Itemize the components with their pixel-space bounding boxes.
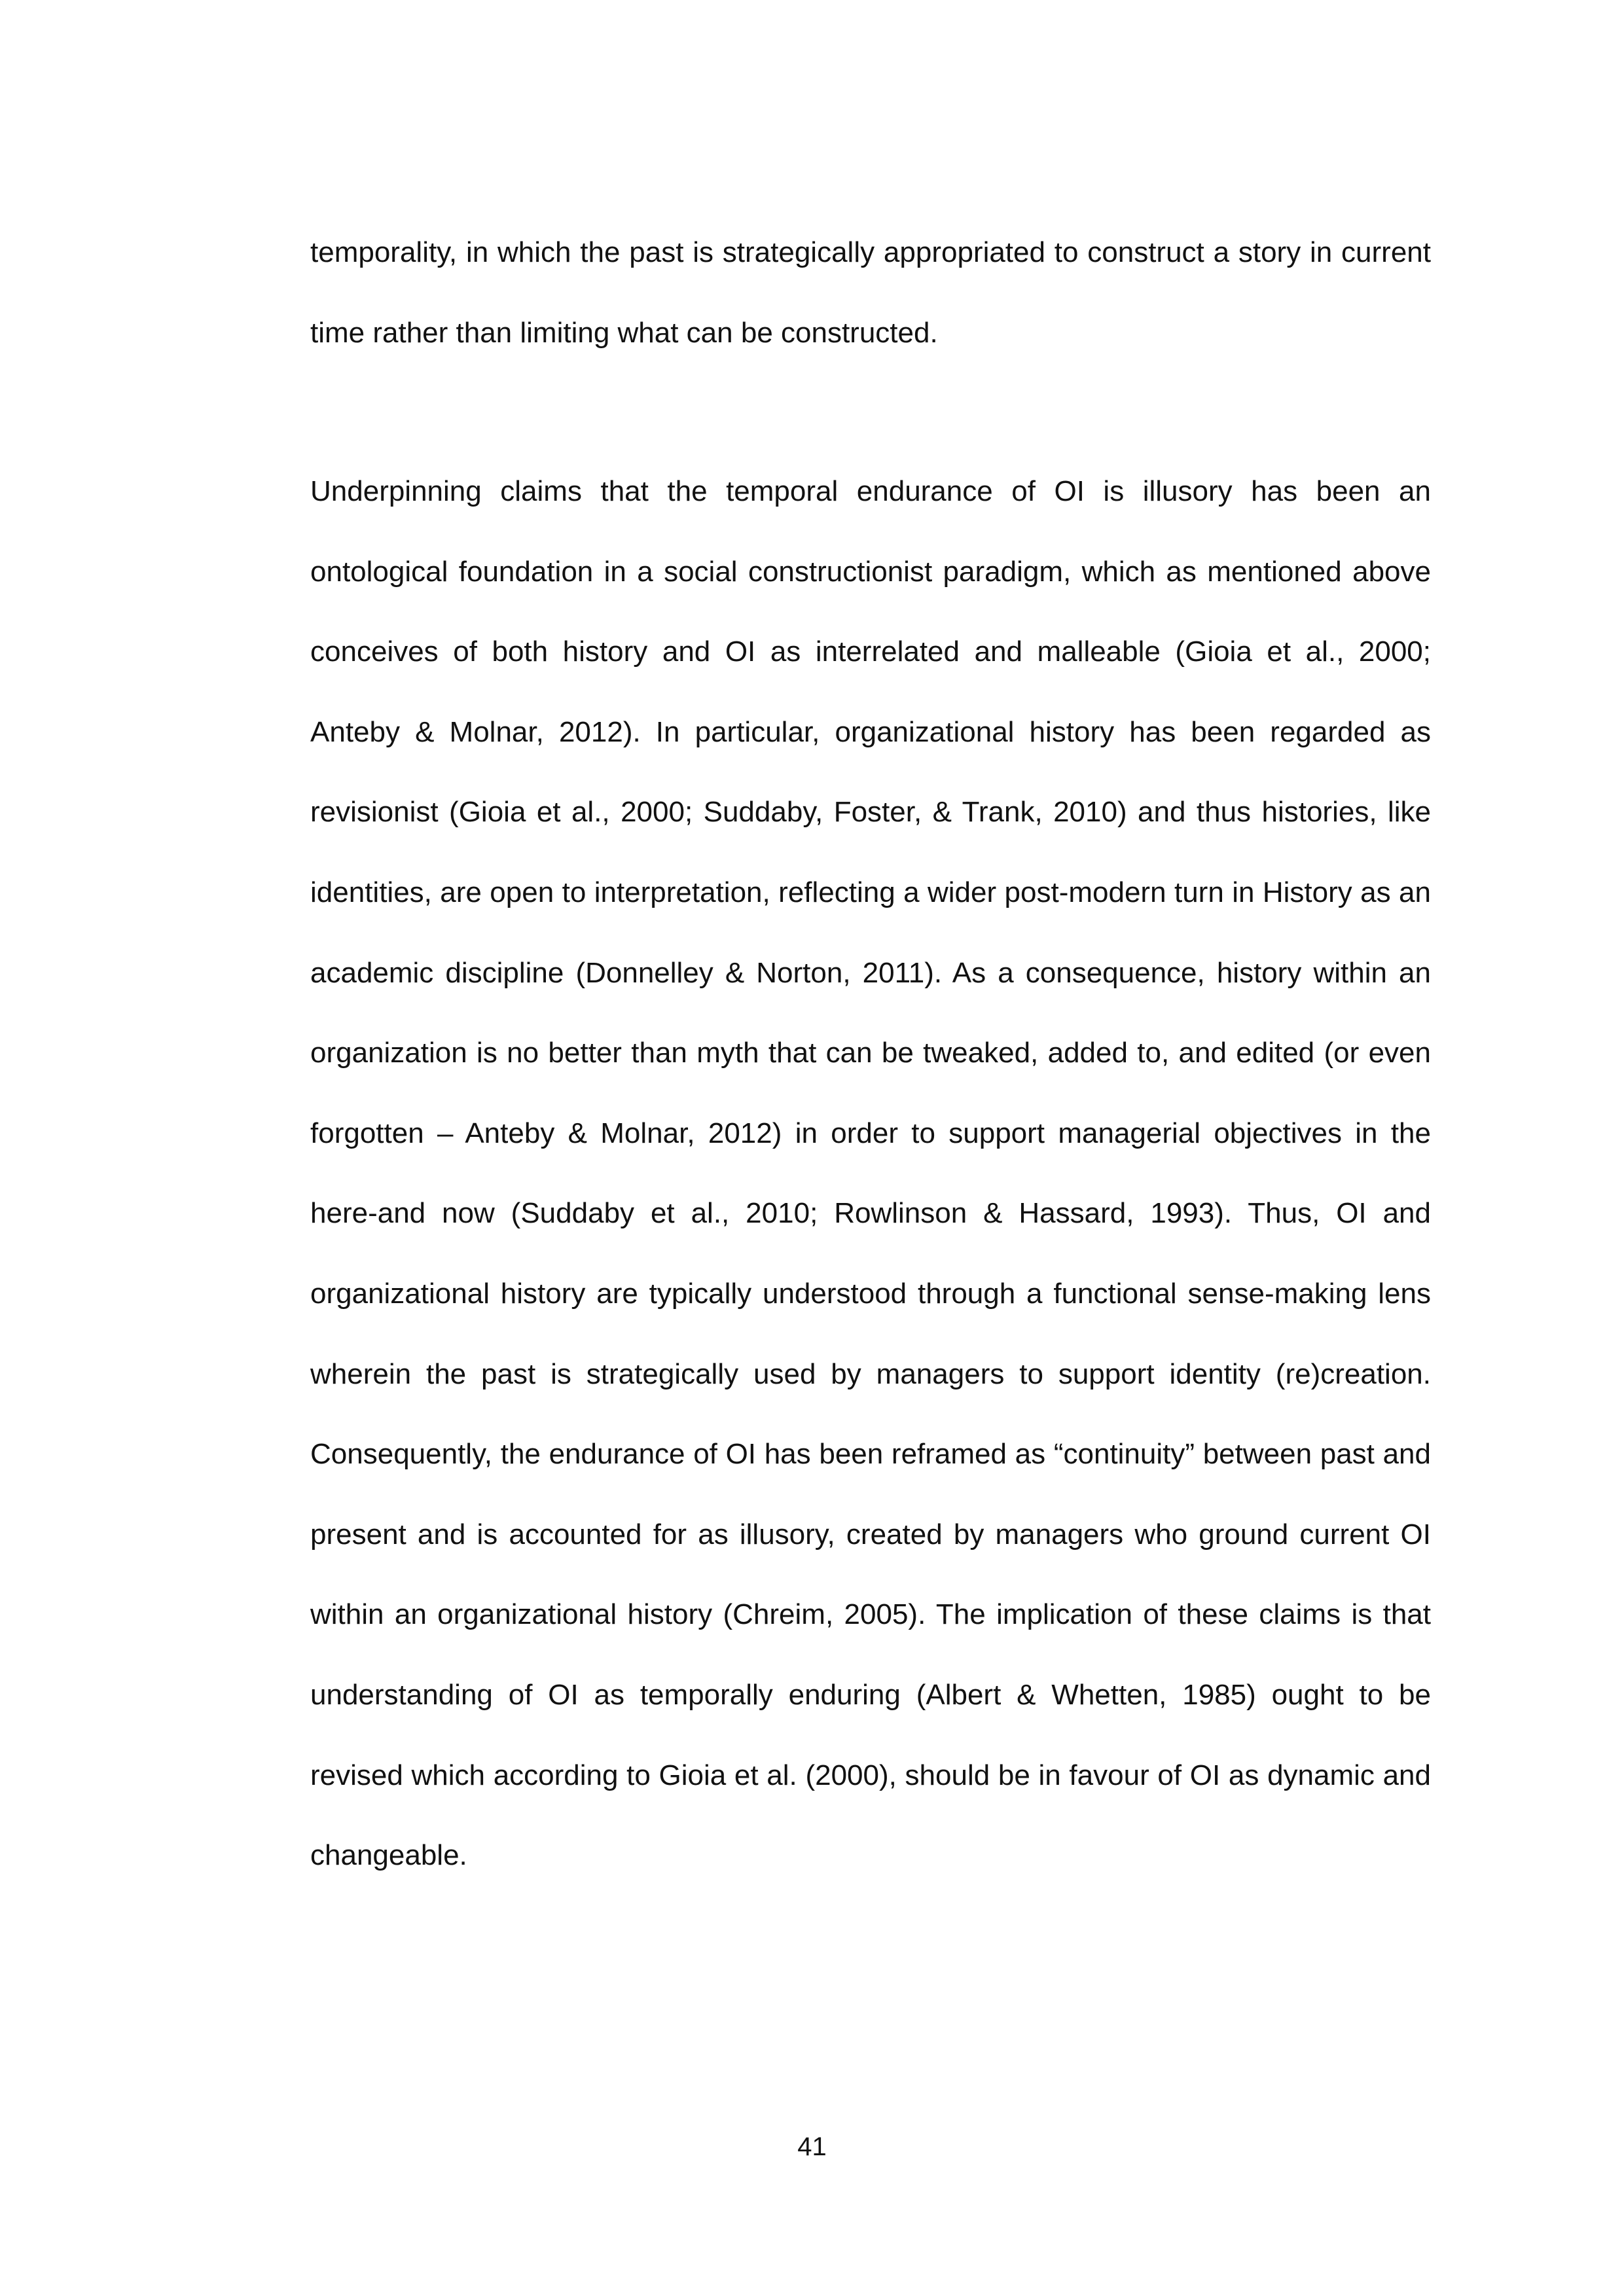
paragraph-body: Underpinning claims that the temporal endurance of OI is illusory has been an ontological foundation in a social constructionist paradigm, which as mentioned above conceives of both history and OI as interrelated and malleable (Gioia et al., 2000; Anteby & Molnar, 2012). In particular, organizational history has been regarded as revisionist (Gioia et al., 2000; Suddaby, Foster, & Trank, 2010) and thus histories, like identities, are open to interpretation, reflecting a wider post-modern turn in History as an academic discipline (Donnelley & Norton, 2011). As a consequence, history within an organization is no better than myth that can be tweaked, added to, and edited (or even forgotten – Anteby & Molnar, 2012) in order to support managerial objectives in the here-and now (Suddaby et al., 2010; Rowlinson & Hassard, 1993). Thus, OI and organizational history are typically understood through a functional sense-making lens wherein the past is strategically used by managers to support identity (re)creation. Consequently, the endurance of OI has been reframed as “continuity” between past and present and is accounted for as illusory, created by managers who ground current OI within an organizational history (Chreim, 2005). The implication of these claims is that understanding of OI as temporally enduring (Albert & Whetten, 1985) ought to be revised which according to Gioia et al. (2000), should be in favour of OI as dynamic and changeable. <box>310 475 1431 1872</box>
page-number: 41 <box>797 2132 827 2161</box>
paragraph-continuation: temporality, in which the past is strategically appropriated to construct a story in current time rather than limiting what can be constructed. <box>310 236 1431 349</box>
